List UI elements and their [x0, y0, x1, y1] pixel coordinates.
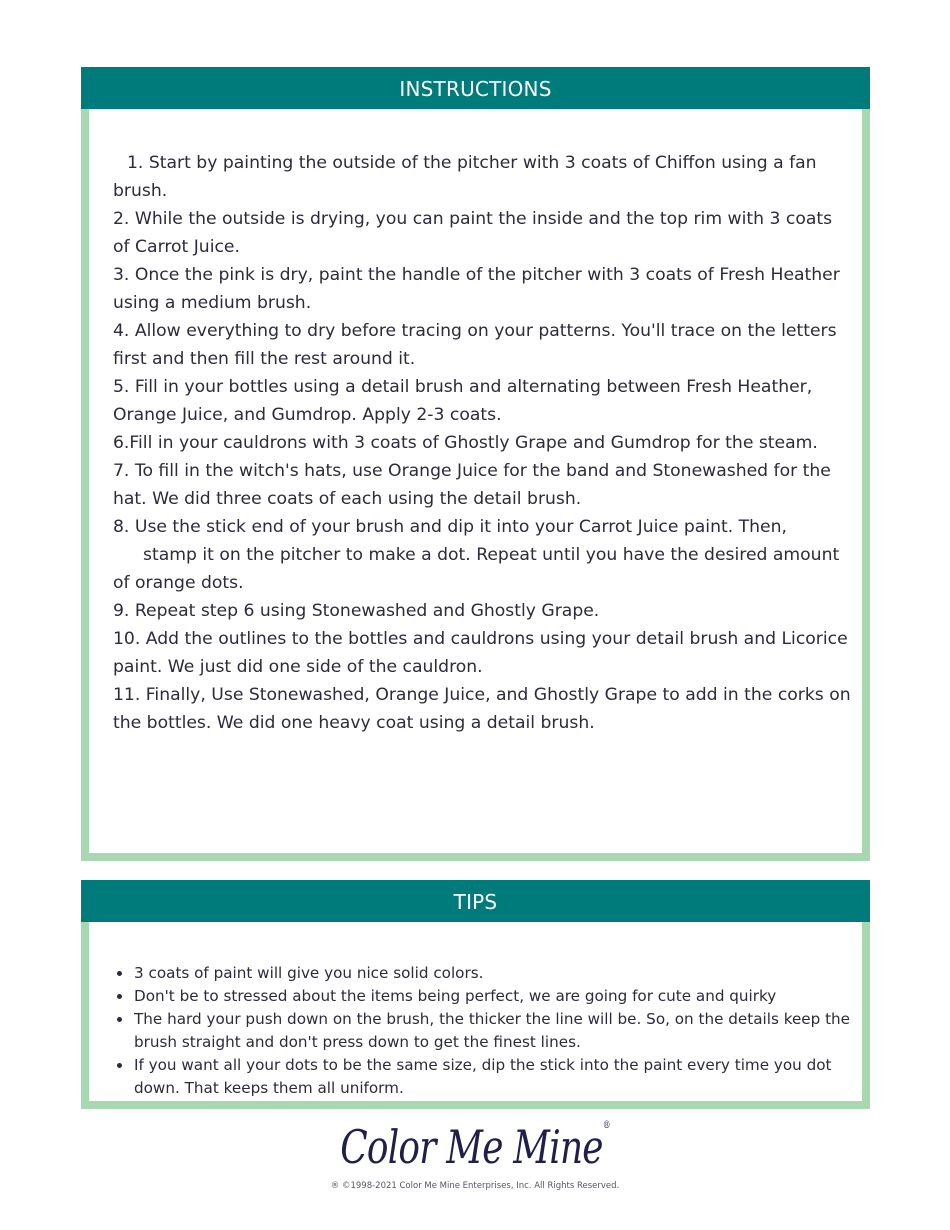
- step-1: 1. Start by painting the outside of the pitcher with 3 coats of Chiffon using a fan brush.: [113, 153, 817, 201]
- step-6: 6.Fill in your cauldrons with 3 coats of Ghostly Grape and Gumdrop for the steam.: [113, 433, 818, 453]
- step-9: 9. Repeat step 6 using Stonewashed and Ghostly Grape.: [113, 601, 600, 621]
- copyright-notice: ® ©1998-2021 Color Me Mine Enterprises, Inc. All Rights Reserved.: [330, 1181, 620, 1191]
- instructions-panel: [81, 67, 870, 861]
- step-11: 11. Finally, Use Stonewashed, Orange Juice, and Ghostly Grape to add in the corks on the bottles. We did one heavy coat using a detail brush.: [113, 685, 851, 733]
- tips-title: TIPS: [81, 880, 870, 922]
- step-3: 3. Once the pink is dry, paint the handle of the pitcher with 3 coats of Fresh Heather using a medium brush.: [113, 265, 840, 313]
- color-me-mine-logo: Color Me Mine®: [340, 1120, 610, 1174]
- step-8: 8. Use the stick end of your brush and dip it into your Carrot Juice paint. Then, stamp it on the pitcher to make a dot. Repeat until you have the desired amount of orange dots.: [113, 517, 840, 593]
- step-4: 4. Allow everything to dry before tracing on your patterns. You'll trace on the letters first and then fill the rest around it.: [113, 321, 837, 369]
- step-5: 5. Fill in your bottles using a detail brush and alternating between Fresh Heather, Orange Juice, and Gumdrop. Apply 2-3 coats.: [113, 377, 813, 425]
- step-8-continued: stamp it on the pitcher to make a dot. Repeat until you have the desired amount of orange dots.: [113, 545, 840, 593]
- tip-item: The hard your push down on the brush, the thicker the line will be. So, on the details keep the brush straight and don't press down to get the finest lines.: [113, 1008, 853, 1054]
- tips-panel: [81, 880, 870, 1109]
- registered-mark: ®: [602, 1120, 610, 1131]
- tip-item: If you want all your dots to be the same size, dip the stick into the paint every time you dot down. That keeps them all uniform.: [113, 1054, 853, 1100]
- step-10: 10. Add the outlines to the bottles and cauldrons using your detail brush and Licorice paint. We just did one side of the cauldron.: [113, 629, 848, 677]
- instructions-steps: [113, 149, 853, 737]
- tips-list: [113, 962, 853, 1100]
- step-2: 2. While the outside is drying, you can paint the inside and the top rim with 3 coats of Carrot Juice.: [113, 209, 833, 257]
- step-7: 7. To fill in the witch's hats, use Orange Juice for the band and Stonewashed for the hat. We did three coats of each using the detail brush.: [113, 461, 831, 509]
- instructions-title: INSTRUCTIONS: [81, 67, 870, 109]
- tip-item: Don't be to stressed about the items being perfect, we are going for cute and quirky: [113, 985, 853, 1008]
- tip-item: 3 coats of paint will give you nice solid colors.: [113, 962, 853, 985]
